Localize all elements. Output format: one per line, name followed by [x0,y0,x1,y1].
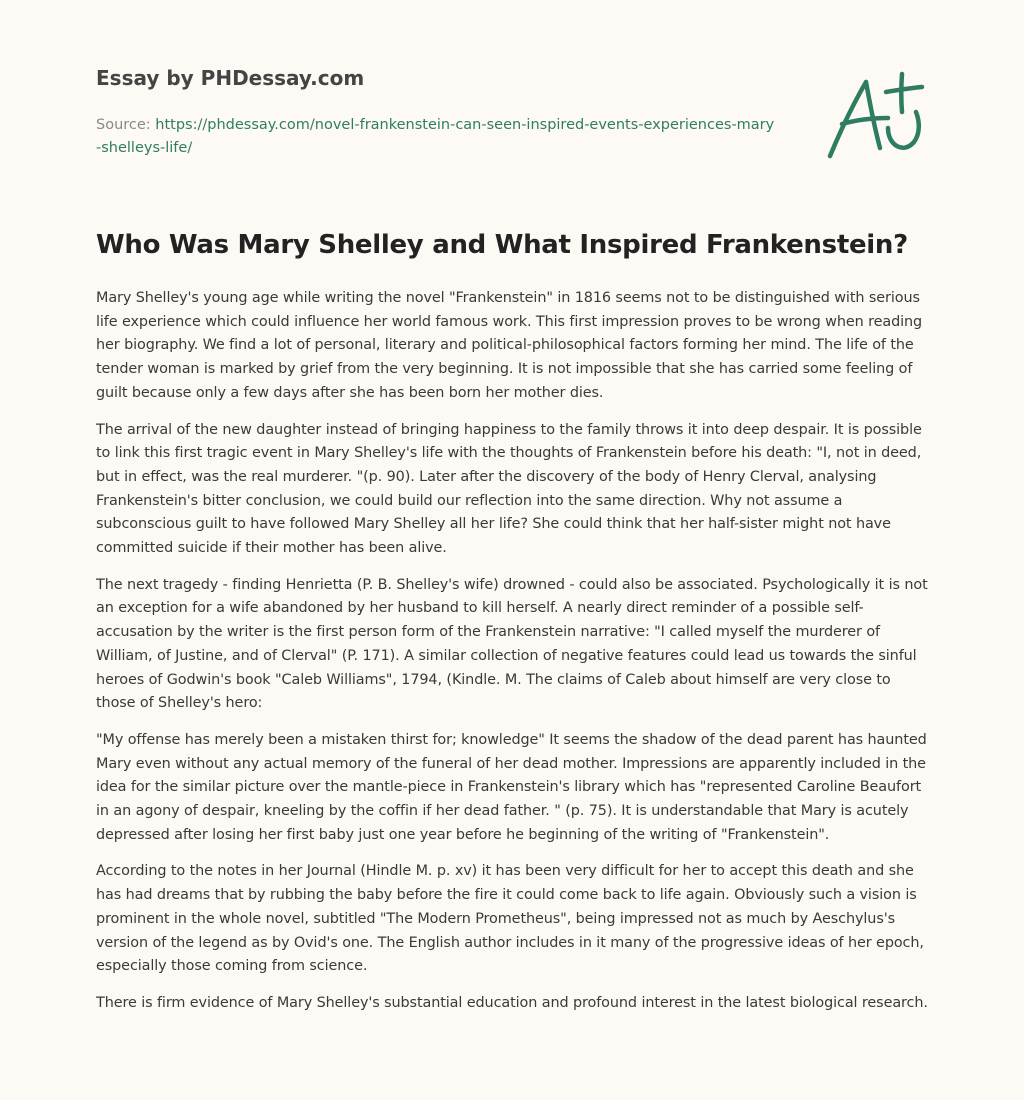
article-title: Who Was Mary Shelley and What Inspired Frankenstein? [96,230,908,260]
article-paragraph: Mary Shelley's young age while writing the novel "Frankenstein" in 1816 seems not to be distinguished with serious life experience which could influence her world famous work. This first impression proves to be wrong when reading her biography. We find a lot of personal, literary and political-philosophical factors forming her mind. The life of the tender woman is marked by grief from the very beginning. It is not impossible that she has carried some feeling of guilt because only a few days after she has been born her mother dies. [96,290,923,401]
site-title: Essay by PHDessay.com [96,66,365,90]
article-paragraph: The next tragedy - finding Henrietta (P. B. Shelley's wife) drowned - could also be associated. Psychologically it is not an exception for a wife abandoned by her husband to kill herself. A nearly direct reminder of a possible self-accusation by the writer is the first person form of the Frankenstein narrative: "I called myself the murderer of William, of Justine, and of Clerval" (P. 171). A similar collection of negative features could lead us towards the sinful heroes of Godwin's book "Caleb Williams", 1794, (Kindle. M. The claims of Caleb about himself are very close to those of Shelley's hero: [96,576,928,712]
page-header [96,62,796,160]
source-link[interactable]: https://phdessay.com/novel-frankenstein-can-seen-inspired-events-experiences-mary-shelleys-life/ [96,117,775,156]
article-paragraph: According to the notes in her Journal (Hindle M. p. xv) it has been very difficult for her to accept this death and she has had dreams that by rubbing the baby before the fire it could come back to life again. Obviously such a vision is prominent in the whole novel, subtitled "The Modern Prometheus", being impressed not as much by Aeschylus's version of the legend as by Ovid's one. The English author includes in it many of the progressive ideas of her epoch, especially those coming from science. [96,863,924,975]
source-label: Source: [96,117,151,133]
article-paragraph: "My offense has merely been a mistaken thirst for; knowledge" It seems the shadow of the dead parent has haunted Mary even without any actual memory of the funeral of her dead mother. Impressions are apparently included in the idea for the similar picture over the mantle-piece in Frankenstein's library which has "represented Caroline Beaufort in an agony of despair, kneeling by the coffin if her dead father. " (p. 75). It is understandable that Mary is acutely depressed after losing her first baby just one year before he beginning of the writing of "Frankenstein". [96,731,927,843]
a-plus-grade-icon [822,68,932,164]
essay-article [96,222,928,1029]
article-paragraph: There is firm evidence of Mary Shelley's substantial education and profound interest in the latest biological research. [96,994,928,1011]
article-paragraph: The arrival of the new daughter instead of bringing happiness to the family throws it into deep despair. It is possible to link this first tragic event in Mary Shelley's life with the thoughts of Frankenstein before his death: "I, not in deed, but in effect, was the real murderer. "(p. 90). Later after the discovery of the body of Henry Clerval, analysing Frankenstein's bitter conclusion, we could build our reflection into the same direction. Why not assume a subconscious guilt to have followed Mary Shelley all her life? She could think that her half-sister might not have committed suicide if their mother has been alive. [96,421,922,557]
source-line [96,114,776,160]
